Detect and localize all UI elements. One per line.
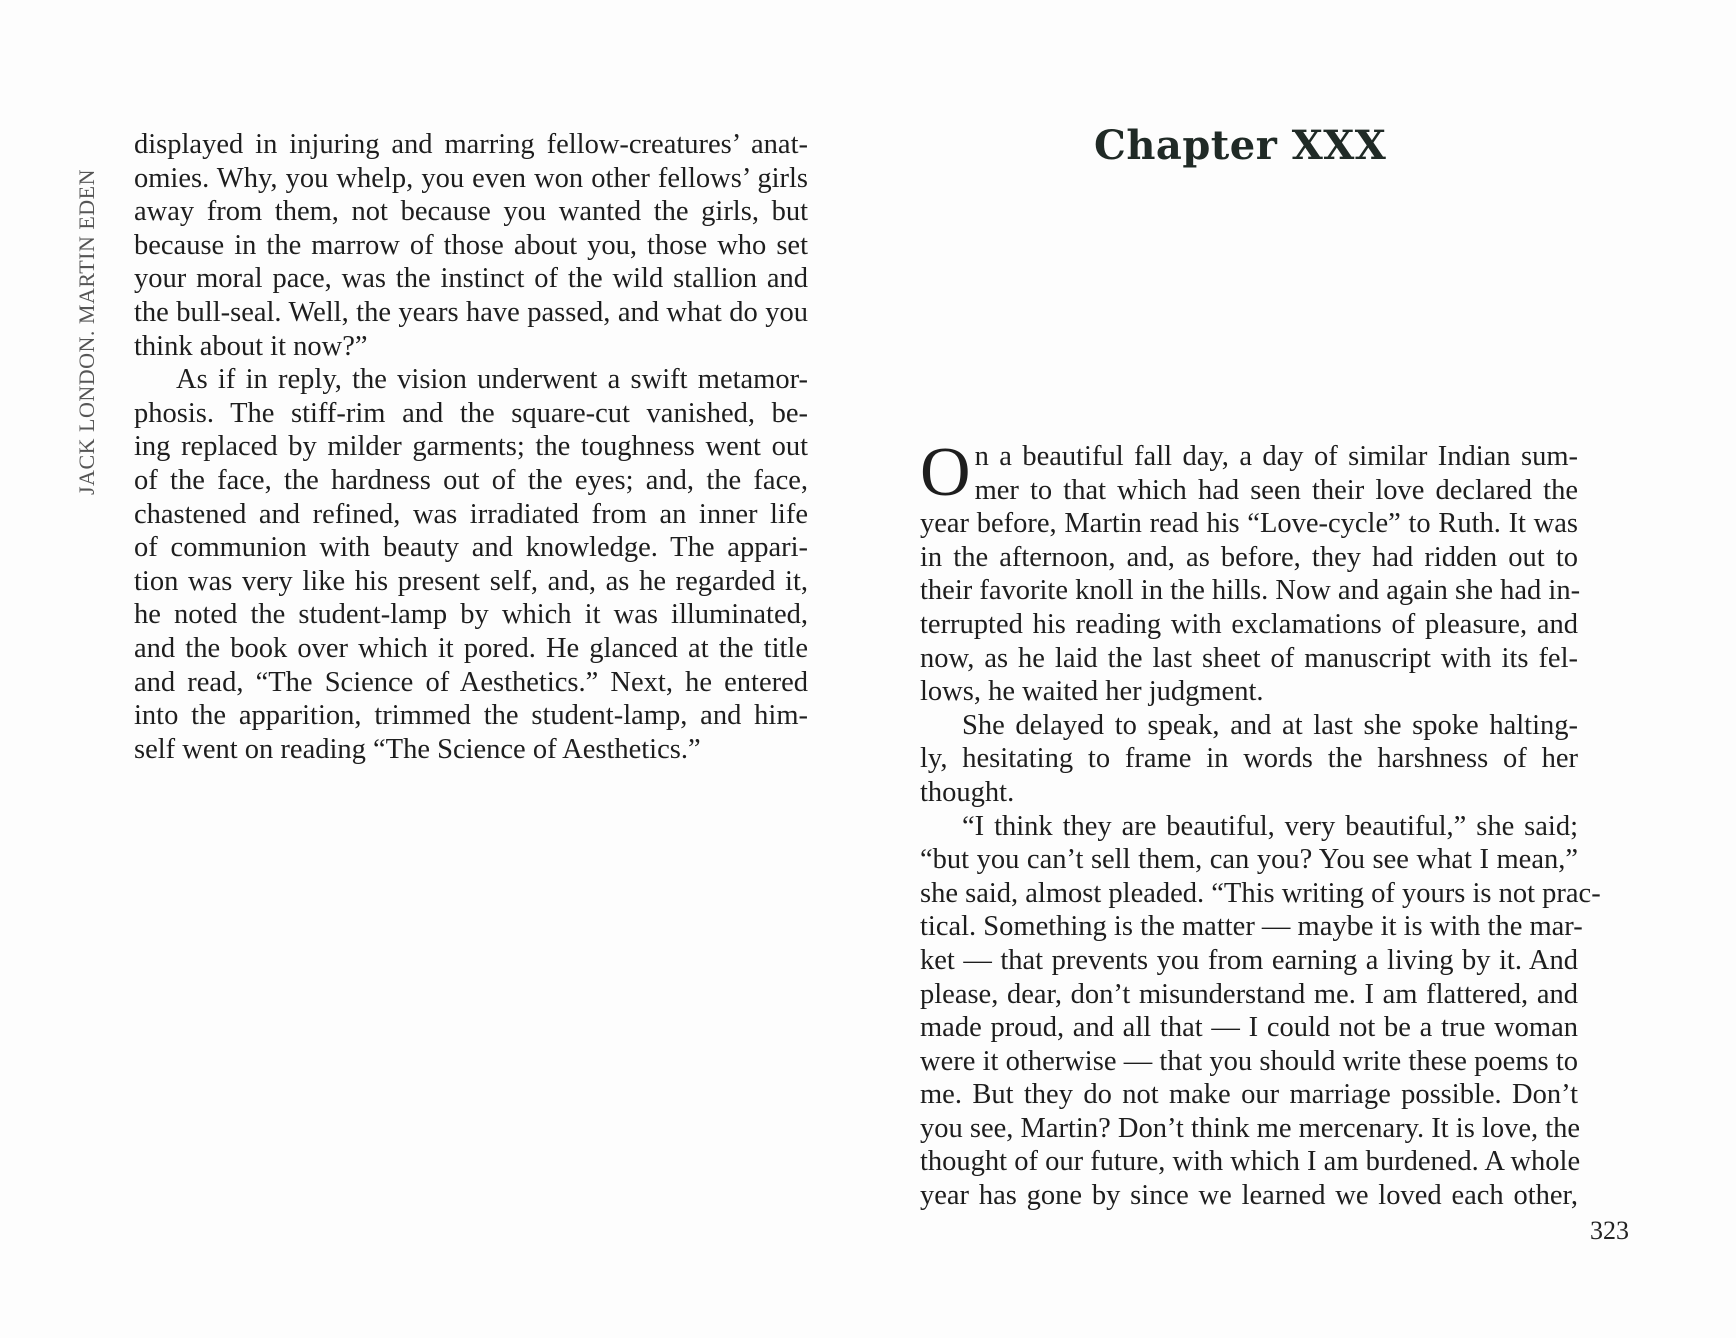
text-line: ket — that prevents you from earning a living by it. And: [920, 944, 1578, 976]
text-line: year before, Martin read his “Love-cycle” to Ruth. It was: [920, 508, 1578, 540]
text-line: she said, almost pleaded. “This writing of yours is not prac-: [920, 877, 1601, 909]
chapter-title: Chapter XXX: [1094, 122, 1387, 169]
text-line: away from them, not because you wanted the girls, but: [134, 196, 808, 228]
text-line: think about it now?”: [134, 330, 368, 362]
text-line: thought of our future, with which I am burdened. A whole: [920, 1146, 1581, 1178]
right-page-text: [920, 440, 1601, 1213]
page-number: 323: [1590, 1216, 1629, 1245]
text-line: into the apparition, trimmed the student-lamp, and him-: [134, 700, 808, 732]
text-line: As if in reply, the vision underwent a swift metamor-: [176, 364, 808, 396]
text-line: of communion with beauty and knowledge. The appari-: [134, 532, 808, 564]
drop-cap: O: [920, 440, 971, 508]
text-line: ing replaced by milder garments; the toughness went out: [134, 431, 808, 463]
text-line: omies. Why, you whelp, you even won other fellows’ girls: [134, 162, 808, 194]
text-line: and the book over which it pored. He glanced at the title: [134, 632, 808, 664]
text-line: your moral pace, was the instinct of the wild stallion and: [134, 263, 808, 295]
text-line: the bull-seal. Well, the years have passed, and what do you: [134, 296, 808, 328]
text-line: She delayed to speak, and at last she spoke halting-: [962, 709, 1578, 741]
text-line: in the afternoon, and, as before, they had ridden out to: [920, 541, 1578, 573]
text-line: n a beautiful fall day, a day of similar Indian sum-: [974, 441, 1578, 472]
text-line: you see, Martin? Don’t think me mercenary. It is love, the: [920, 1112, 1581, 1144]
text-line: mer to that which had seen their love declared the: [974, 474, 1578, 506]
text-line: phosis. The stiff-rim and the square-cut vanished, be-: [134, 397, 808, 429]
text-line: of the face, the hardness out of the eyes; and, the face,: [134, 464, 808, 496]
text-line: please, dear, don’t misunderstand me. I am flattered, and: [920, 978, 1578, 1010]
left-page-text: [134, 128, 808, 766]
text-line: tical. Something is the matter — maybe it is with the mar-: [920, 911, 1583, 943]
text-line: tion was very like his present self, and, as he regarded it,: [134, 565, 808, 597]
text-line: year has gone by since we learned we loved each other,: [920, 1180, 1578, 1212]
text-line: made proud, and all that — I could not be a true woman: [920, 1012, 1578, 1044]
text-line: “I think they are beautiful, very beautiful,” she said;: [962, 810, 1578, 842]
text-line: chastened and refined, was irradiated from an inner life: [134, 498, 808, 530]
text-line: self went on reading “The Science of Aesthetics.”: [134, 733, 701, 765]
text-line: were it otherwise — that you should write these poems to: [920, 1045, 1578, 1077]
text-line: because in the marrow of those about you, those who set: [134, 229, 808, 261]
text-line: lows, he waited her judgment.: [920, 676, 1264, 708]
text-line: thought.: [920, 776, 1015, 808]
text-line: “but you can’t sell them, can you? You see what I mean,”: [920, 844, 1578, 876]
text-line: displayed in injuring and marring fellow-creatures’ anat-: [134, 129, 808, 160]
text-line: now, as he laid the last sheet of manuscript with its fel-: [920, 642, 1578, 674]
text-line: terrupted his reading with exclamations of pleasure, and: [920, 608, 1578, 640]
text-line: and read, “The Science of Aesthetics.” Next, he entered: [134, 666, 808, 698]
text-line: ly, hesitating to frame in words the harshness of her: [920, 743, 1578, 775]
text-line: me. But they do not make our marriage possible. Don’t: [920, 1079, 1578, 1111]
running-head: JACK LONDON. MARTIN EDEN: [74, 169, 99, 495]
text-line: their favorite knoll in the hills. Now and again she had in-: [920, 575, 1581, 607]
drop-cap-paragraph-start: [920, 440, 1578, 507]
text-line: he noted the student-lamp by which it was illuminated,: [134, 599, 808, 631]
